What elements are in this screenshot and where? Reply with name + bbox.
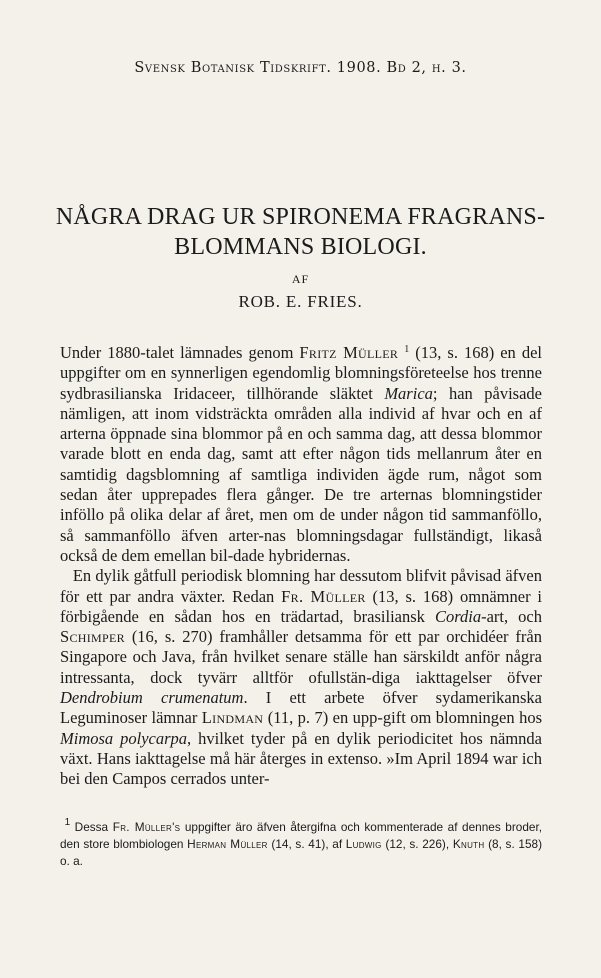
text-run: Under 1880-talet lämnades genom (60, 343, 300, 362)
author-citation: Schimper (60, 627, 125, 647)
text-run: (13, s. 168) en del uppgifter om en synnerligen egendomlig blomningsföreteelse hos trenne sydbrasilianska Iridaceer, tillhörande släktet (60, 343, 542, 403)
article-body (60, 340, 542, 790)
article-title-line-1: NÅGRA DRAG UR SPIRONEMA FRAGRANS- (55, 204, 546, 230)
text-run: (16, s. 270) framhåller detsamma för ett par orchidéer från Singapore och Java, från hvilket senare ställe han särskildt anför några intressanta, dock tyvärr alltför ofullstän-diga iakttagelser öfver (60, 627, 542, 687)
text-run: (13, s. 168) omnämner i förbigående en sådan hos en trädartad, brasiliansk (60, 586, 542, 626)
title-block (0, 202, 601, 312)
text-run: Dessa (70, 820, 113, 834)
running-header: Svensk Botanisk Tidskrift. 1908. Bd 2, h. 3. (134, 60, 467, 76)
text-run: (14, s. 41), af (267, 837, 346, 851)
author-preposition: AF (291, 272, 310, 286)
text-run: uppgifter äro äfven återgifna och kommenterade af dennes broder, den store blombiologen (60, 820, 543, 851)
author-citation: Lindman (201, 708, 264, 728)
author-name: ROB. E. FRIES. (238, 292, 363, 311)
author-citation: Herman Müller (187, 837, 268, 851)
author-citation: Fritz Müller (299, 343, 399, 362)
author-citation: Knuth (452, 837, 485, 851)
taxon-name: Mimosa polycarpa (60, 728, 188, 748)
footnote (60, 814, 542, 870)
author-citation: Fr. Müller (281, 586, 366, 606)
text-run: (12, s. 226), (381, 837, 453, 851)
text-run: (11, p. 7) en upp-gift om blomningen hos (263, 708, 542, 728)
footnote-mark: 1 (64, 817, 71, 828)
taxon-name: Marica (384, 383, 433, 403)
text-run: En dylik gåtfull periodisk blomning har dessutom blifvit påvisad äfven för ett par andra växter. Redan (60, 566, 542, 606)
author-citation: Fr. Müller's (112, 820, 181, 834)
paragraph-1 (60, 340, 542, 566)
author-citation: Ludwig (345, 837, 382, 851)
paragraph-2 (60, 566, 542, 789)
text-run: , hvilket tyder på en dylik periodicitet hos nämnda växt. Hans iakttagelse må här återges in extenso. »Im April 1894 war ich bei den Campos cerrados unter- (60, 728, 542, 789)
article-title-line-2: BLOMMANS BIOLOGI. (174, 234, 427, 260)
text-run: -art, och (481, 606, 542, 626)
taxon-name: Dendrobium crumenatum (60, 688, 244, 708)
footnote-reference: 1 (404, 344, 410, 355)
taxon-name: Cordia (434, 606, 482, 626)
text-run: ; han påvisade nämligen, att inom vidsträckta områden alla individ af hvar och en af arterna öppnade sina blommor på en och samma dag, att dessa blommor varade blott en enda dag, samt att efter någon tids mellanrum åter en samtidig dagsblomning af samtliga individen ägde rum, något som sedan åter upprepades flera gånger. De tre arternas blomningstider inföllo på olika delar af året, men om de under någon tid sammanföllo, så sammanföllo äfven arter-nas blomningsdagar fullständigt, likaså också de dem emellan bil-dade hybridernas. (60, 383, 542, 565)
text-run: (8, s. 158) o. a. (60, 837, 543, 868)
text-run: . I ett arbete öfver sydamerikanska Leguminoser lämnar (60, 688, 542, 728)
